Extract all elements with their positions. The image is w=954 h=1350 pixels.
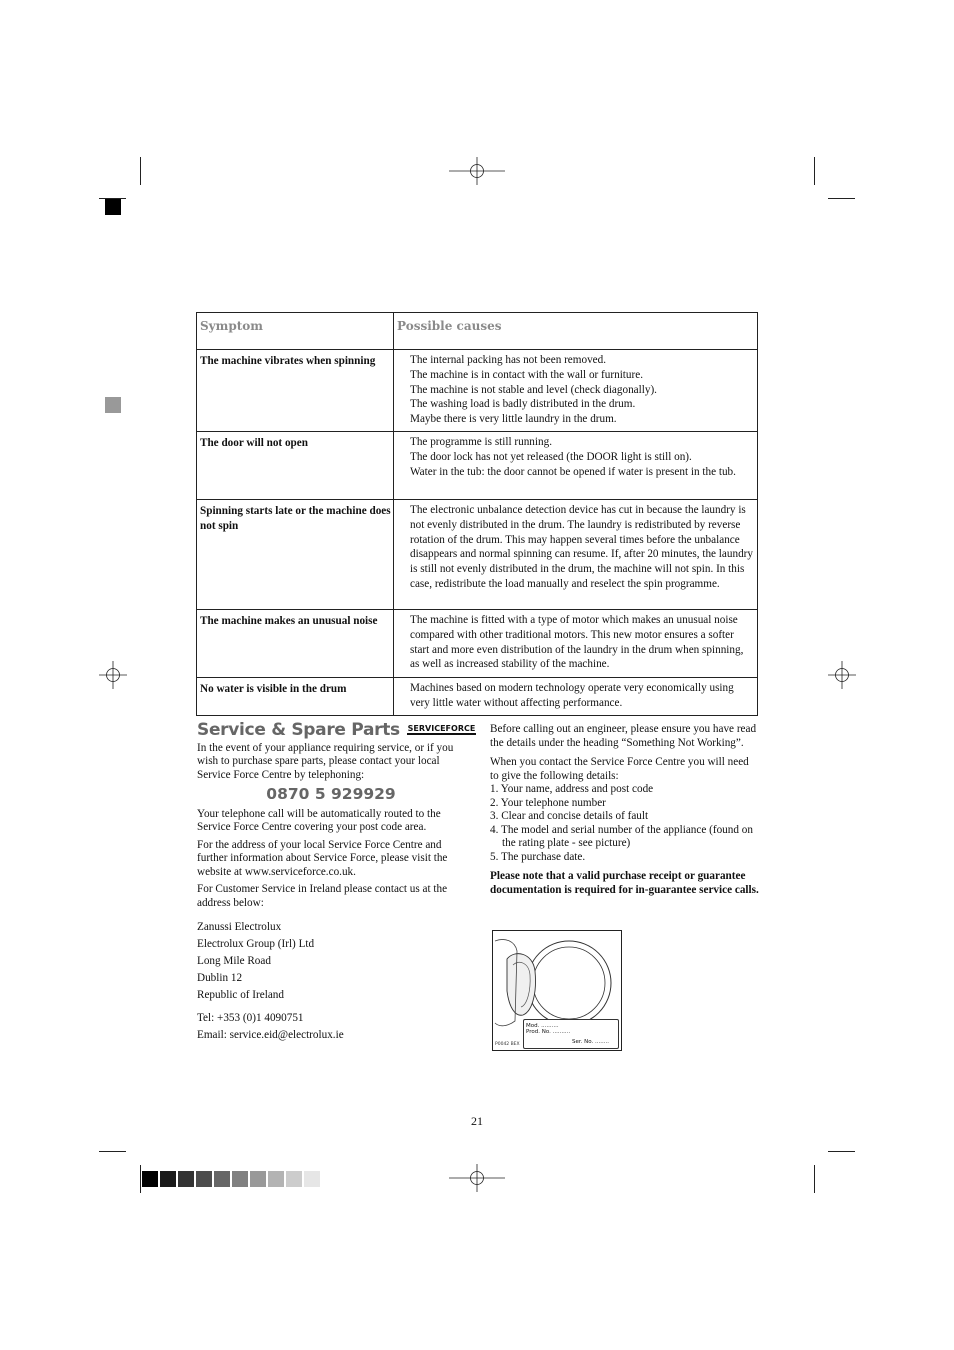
service-routing: Your telephone call will be automatically routed to the Service Force Centre covering your post code area.: [197, 807, 441, 833]
table-row: [197, 431, 758, 499]
service-heading-row: [197, 720, 476, 740]
troubleshooting-table: [196, 312, 758, 716]
cause-line: The machine is not stable and level (check diagonally).: [410, 383, 657, 396]
cause-line: Water in the tub: the door cannot be opened if water is present in the tub.: [410, 465, 736, 478]
symptom-cell: The machine vibrates when spinning: [197, 350, 394, 432]
plate-prod: Prod. No. ..........: [526, 1029, 571, 1035]
service-heading: Service & Spare Parts: [197, 720, 400, 740]
crop-mark: [814, 1165, 815, 1193]
registration-mark-right: [828, 661, 856, 689]
service-intro: In the event of your appliance requiring service, or if you wish to purchase spare parts, please contact your local Service Force Centre by telephoning:: [197, 741, 454, 781]
guarantee-note: Please note that a valid purchase receipt or guarantee documentation is required for in-guarantee service calls.: [490, 870, 759, 896]
color-bar-swatch: [268, 1171, 284, 1187]
color-bar-swatch: [142, 1171, 158, 1187]
causes-cell: [394, 609, 758, 677]
list-item: 1. Your name, address and post code: [490, 783, 654, 795]
crop-mark: [828, 1151, 855, 1152]
plate-ser: Ser. No. ........: [572, 1039, 609, 1045]
plate-mod: Mod. ..........: [526, 1023, 559, 1029]
contact-intro: When you contact the Service Force Centre you will need to give the following details:: [490, 756, 749, 782]
crop-mark: [814, 157, 815, 185]
causes-cell: [394, 677, 758, 715]
service-column: [197, 720, 476, 1045]
rating-plate: [523, 1019, 619, 1049]
causes-cell: [394, 350, 758, 432]
color-bar-swatch: [160, 1171, 176, 1187]
crop-mark: [140, 1165, 141, 1193]
address-line: Dublin 12: [197, 972, 243, 984]
telephone: Tel: +353 (0)1 4090751: [197, 1012, 304, 1024]
cause-line: The internal packing has not been removed.: [410, 354, 607, 366]
table-row: [197, 677, 758, 715]
service-phone: 0870 5 929929: [266, 785, 396, 803]
table-header-row: [197, 313, 758, 350]
cause-line: Machines based on modern technology operate very economically using very little water without affecting performance.: [410, 681, 734, 709]
black-square-marker: [105, 199, 121, 215]
symptom-cell: The machine makes an unusual noise: [197, 609, 394, 677]
symptom-cell: No water is visible in the drum: [197, 677, 394, 715]
causes-cell: [394, 499, 758, 609]
cause-line: The programme is still running.: [410, 435, 552, 448]
address-line: Zanussi Electrolux: [197, 921, 282, 933]
causes-cell: [394, 431, 758, 499]
color-bar-swatch: [304, 1171, 320, 1187]
table-row: [197, 609, 758, 677]
address-line: Long Mile Road: [197, 955, 271, 967]
color-bar-swatch: [214, 1171, 230, 1187]
cause-line: The machine is in contact with the wall or furniture.: [410, 368, 643, 381]
page-number: 21: [471, 1114, 483, 1128]
email: Email: service.eid@electrolux.ie: [197, 1029, 344, 1041]
registration-mark-bottom: [449, 1164, 505, 1192]
crop-mark: [140, 157, 141, 185]
list-item: 2. Your telephone number: [490, 796, 606, 809]
address-line: Electrolux Group (Irl) Ltd: [197, 938, 315, 950]
color-bar-swatch: [178, 1171, 194, 1187]
color-bar-swatch: [250, 1171, 266, 1187]
color-bar-swatch: [232, 1171, 248, 1187]
registration-mark-left: [99, 661, 127, 689]
picture-code: P0042 BEX: [495, 1042, 520, 1047]
ireland-address: [197, 920, 465, 1042]
list-item: 4. The model and serial number of the appliance (found on the rating plate - see picture): [490, 823, 753, 849]
details-column: [490, 723, 760, 901]
serviceforce-logo: SERVICEFORCE: [407, 724, 476, 733]
cause-line: The machine is fitted with a type of motor which makes an unusual noise compared with other traditional motors. This new motor ensures a softer start and more even distribution of the laundry in the drum when spinning, as well as increased stability of the machine.: [410, 613, 744, 671]
crop-mark: [99, 1151, 126, 1152]
table-row: [197, 499, 758, 609]
symptom-cell: The door will not open: [197, 431, 394, 499]
grey-square-marker: [105, 397, 121, 413]
cause-line: Maybe there is very little laundry in the drum.: [410, 413, 617, 426]
registration-mark-top: [449, 157, 505, 185]
cause-line: The electronic unbalance detection device has cut in because the laundry is not evenly distributed in the drum. The laundry is redistributed by reverse rotation of the drum. This may happen several times before the unbalance disappears and normal spinning can resume. If, after 20 minutes, the laundry is still not evenly distributed in the drum, the machine will not spin. In this case, redistribute the load manually and reselect the spin programme.: [410, 503, 753, 590]
list-item: 3. Clear and concise details of fault: [490, 810, 649, 822]
service-ireland: For Customer Service in Ireland please contact us at the address below:: [197, 883, 448, 909]
symptom-cell: Spinning starts late or the machine does not spin: [197, 499, 394, 609]
cause-line: The washing load is badly distributed in the drum.: [410, 398, 636, 411]
cause-line: The door lock has not yet released (the DOOR light is still on).: [410, 450, 692, 463]
rating-plate-picture: [492, 930, 622, 1051]
address-line: Republic of Ireland: [197, 989, 284, 1001]
table-row: [197, 350, 758, 432]
service-website: For the address of your local Service Force Centre and further information about Service Force, please visit the website at www.serviceforce.co.uk.: [197, 838, 448, 878]
color-bar-swatch: [286, 1171, 302, 1187]
before-calling: Before calling out an engineer, please ensure you have read the details under the heading “Something Not Working”.: [490, 723, 757, 749]
list-item: 5. The purchase date.: [490, 850, 586, 863]
symptom-header: Symptom: [197, 313, 394, 350]
causes-header: Possible causes: [394, 313, 758, 350]
color-bar-swatch: [196, 1171, 212, 1187]
crop-mark: [828, 198, 855, 199]
details-list: [490, 783, 760, 864]
